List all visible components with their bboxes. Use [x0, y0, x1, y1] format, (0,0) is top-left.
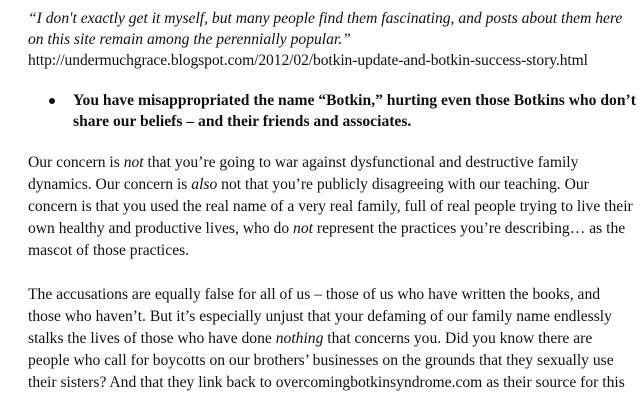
paragraph-concern-text-3: not that you’re publicly disagreeing with our teaching. Our concern is that you used the real name of a very real family, full of real people trying to live their own healthy and productive lives, who do [28, 176, 633, 237]
bullet-text: You have misappropriated the name “Botkin,” hurting even those Botkins who don’t share our beliefs – and their friends and associates. [73, 92, 636, 130]
paragraph-accusations-text-2: that concerns you. Did you know there are people who call for boycotts on our brothers’ businesses on the grounds that they sexually use their sisters? And that they link back to overcomingbotkinsyndrome.com as their source for this [28, 330, 625, 391]
paragraph-concern-text-1: Our concern is [28, 154, 124, 171]
bullet-icon [49, 98, 55, 104]
paragraph-accusations-text-1: The accusations are equally false for all of us – those of us who have written the books, and those who haven’t. But it’s especially unjust that your defaming of our family name endlessly stalks the lives of those who have done [28, 286, 612, 347]
paragraph-concern-text-2: that you’re going to war against dysfunctional and destructive family dynamics. Our concern is [28, 154, 579, 193]
source-url: http://undermuchgrace.blogspot.com/2012/02/botkin-update-and-botkin-success-story.html [28, 52, 588, 69]
paragraph-concern [28, 152, 636, 262]
paragraph-concern-emphasis-also: also [191, 176, 218, 193]
paragraph-concern-emphasis-not-2: not [293, 220, 313, 237]
paragraph-concern-text-4: represent the practices you’re describing… as the mascot of those practices. [28, 220, 626, 259]
paragraph-accusations [28, 284, 636, 394]
paragraph-concern-emphasis-not: not [123, 154, 144, 171]
document-page [28, 8, 636, 394]
quoted-text: “I don't exactly get it myself, but many people find them fascinating, and posts about them here on this site remain among the perennially popular.” [28, 10, 623, 48]
bullet-point [28, 90, 636, 132]
paragraph-accusations-emphasis-nothing: nothing [275, 330, 324, 347]
